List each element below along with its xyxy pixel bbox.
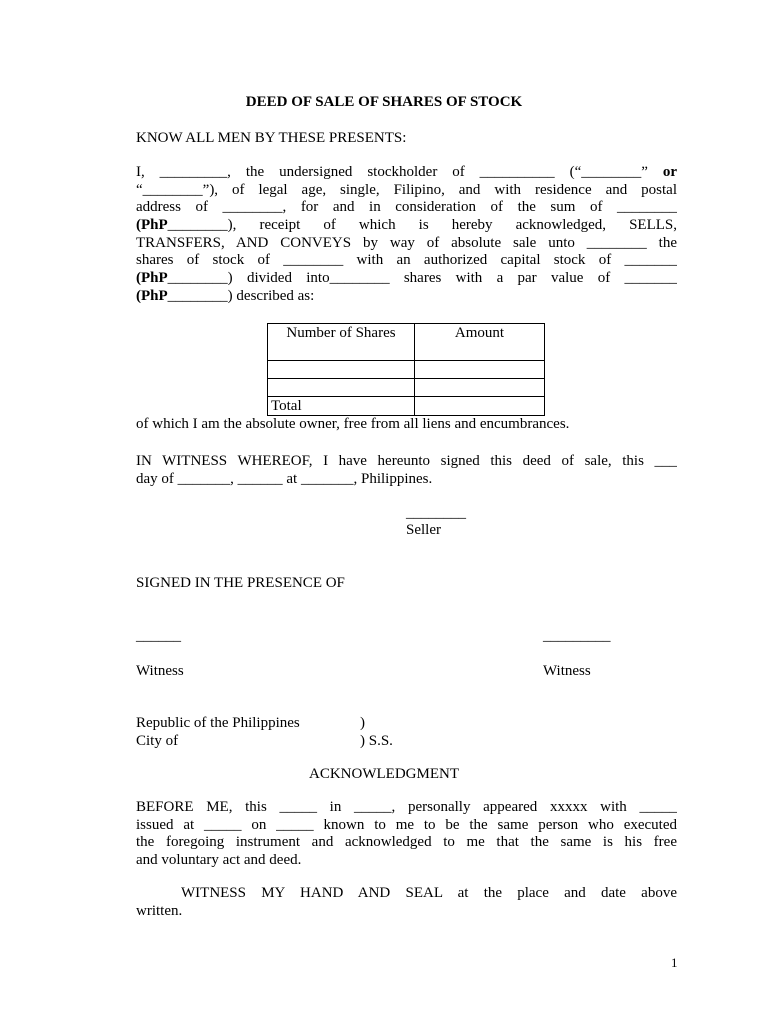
witness-left-label: Witness [136,663,184,679]
table-cell [415,397,545,416]
header-amount: Amount [415,324,545,361]
before-me-line: BEFORE ME, this _____ in _____, personally appeared xxxxx with _____ [136,799,677,815]
shares-table [267,323,545,416]
table-cell [268,361,415,379]
table-row [268,397,545,416]
witness-whereof-line: IN WITNESS WHEREOF, I have hereunto signed this deed of sale, this ___ [136,453,677,469]
table-row [268,379,545,397]
table-cell-total: Total [268,397,415,416]
venue-republic: Republic of the Philippines [136,715,300,731]
intro-line-1-a: I, _________, the undersigned stockholder of __________ (“________” [136,164,663,180]
intro-line-4-rest: ________), receipt of which is hereby acknowledged, SELLS, [167,217,677,234]
intro-paragraph [136,164,677,306]
intro-line [136,270,677,288]
before-me-line: issued at _____ on _____ known to me to be the same person who executed [136,816,677,833]
document-title: DEED OF SALE OF SHARES OF STOCK [245,94,523,110]
witness-hand-paragraph [136,885,677,920]
before-me-line: and voluntary act and deed. [136,852,302,869]
seller-signature-line: ________ [406,505,466,521]
acknowledgment-heading: ACKNOWLEDGMENT [309,766,459,782]
intro-line: address of ________, for and in consideration of the sum of ________ [136,199,677,216]
table-header-row [268,324,545,361]
venue-city: City of [136,733,179,749]
table-cell [415,361,545,379]
witness-whereof-line: day of _______, ______ at _______, Philippines. [136,470,433,487]
page-number: 1 [671,955,678,970]
intro-line [136,288,677,306]
venue-ss: ) S.S. [360,733,393,749]
presence-heading: SIGNED IN THE PRESENCE OF [136,575,345,591]
table-row [268,361,545,379]
intro-line [136,217,677,235]
php-label: (PhP [136,217,168,234]
intro-line [136,164,677,182]
salutation: KNOW ALL MEN BY THESE PRESENTS: [136,130,407,146]
php-label: (PhP [136,287,168,304]
before-me-paragraph [136,799,677,870]
header-number-of-shares: Number of Shares [268,324,415,361]
venue-paren: ) [360,715,365,731]
intro-line: “________”), of legal age, single, Filipino, and with residence and postal [136,181,677,198]
witness-hand-line: WITNESS MY HAND AND SEAL at the place and date above [181,885,677,901]
witness-right-line: _________ [543,628,611,644]
witness-whereof-paragraph [136,453,677,488]
php-label: (PhP [136,270,168,287]
witness-hand-line: written. [136,902,183,919]
intro-line-1-b: or [662,164,677,180]
witness-right-label: Witness [543,663,591,679]
intro-line: shares of stock of ________ with an authorized capital stock of _______ [136,252,677,269]
intro-line: TRANSFERS, AND CONVEYS by way of absolute sale unto ________ the [136,234,677,251]
owner-statement: of which I am the absolute owner, free from all liens and encumbrances. [136,416,570,432]
before-me-line: the foregoing instrument and acknowledged to me that the same is his free [136,834,677,851]
table-cell [268,379,415,397]
witness-left-line: ______ [136,628,181,644]
intro-line-8-rest: ________) described as: [167,287,315,304]
seller-label: Seller [406,522,441,538]
table-cell [415,379,545,397]
intro-line-7-rest: ________) divided into________ shares with a par value of _______ [167,270,677,287]
